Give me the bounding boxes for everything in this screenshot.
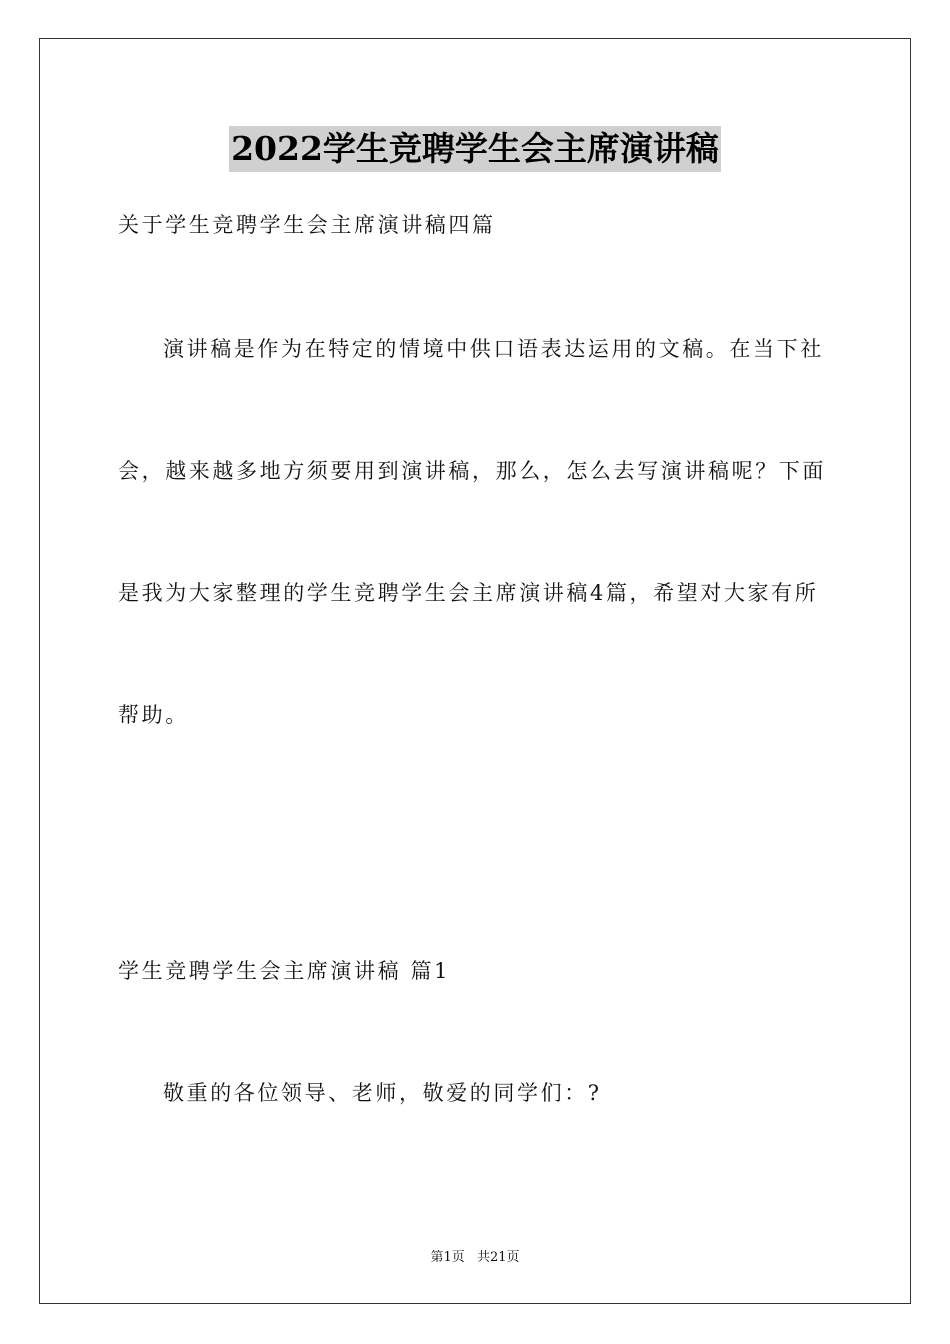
greeting-line: 敬重的各位领导、老师，敬爱的同学们：?	[163, 1081, 602, 1105]
document-title: 2022学生竞聘学生会主席演讲稿	[229, 126, 721, 172]
intro-line-4: 帮助。	[118, 703, 189, 727]
intro-line-3: 是我为大家整理的学生竞聘学生会主席演讲稿4篇，希望对大家有所	[118, 581, 819, 605]
intro-line-1: 演讲稿是作为在特定的情境中供口语表达运用的文稿。在当下社	[163, 337, 824, 361]
document-subtitle: 关于学生竞聘学生会主席演讲稿四篇	[118, 213, 496, 237]
page-number: 第1页	[430, 1250, 465, 1265]
section-heading: 学生竞聘学生会主席演讲稿 篇1	[118, 959, 451, 983]
page-total: 共21页	[476, 1250, 520, 1265]
page-footer	[0, 1246, 950, 1265]
intro-line-2: 会，越来越多地方须要用到演讲稿，那么，怎么去写演讲稿呢？下面	[118, 459, 826, 483]
title-container	[0, 126, 950, 172]
